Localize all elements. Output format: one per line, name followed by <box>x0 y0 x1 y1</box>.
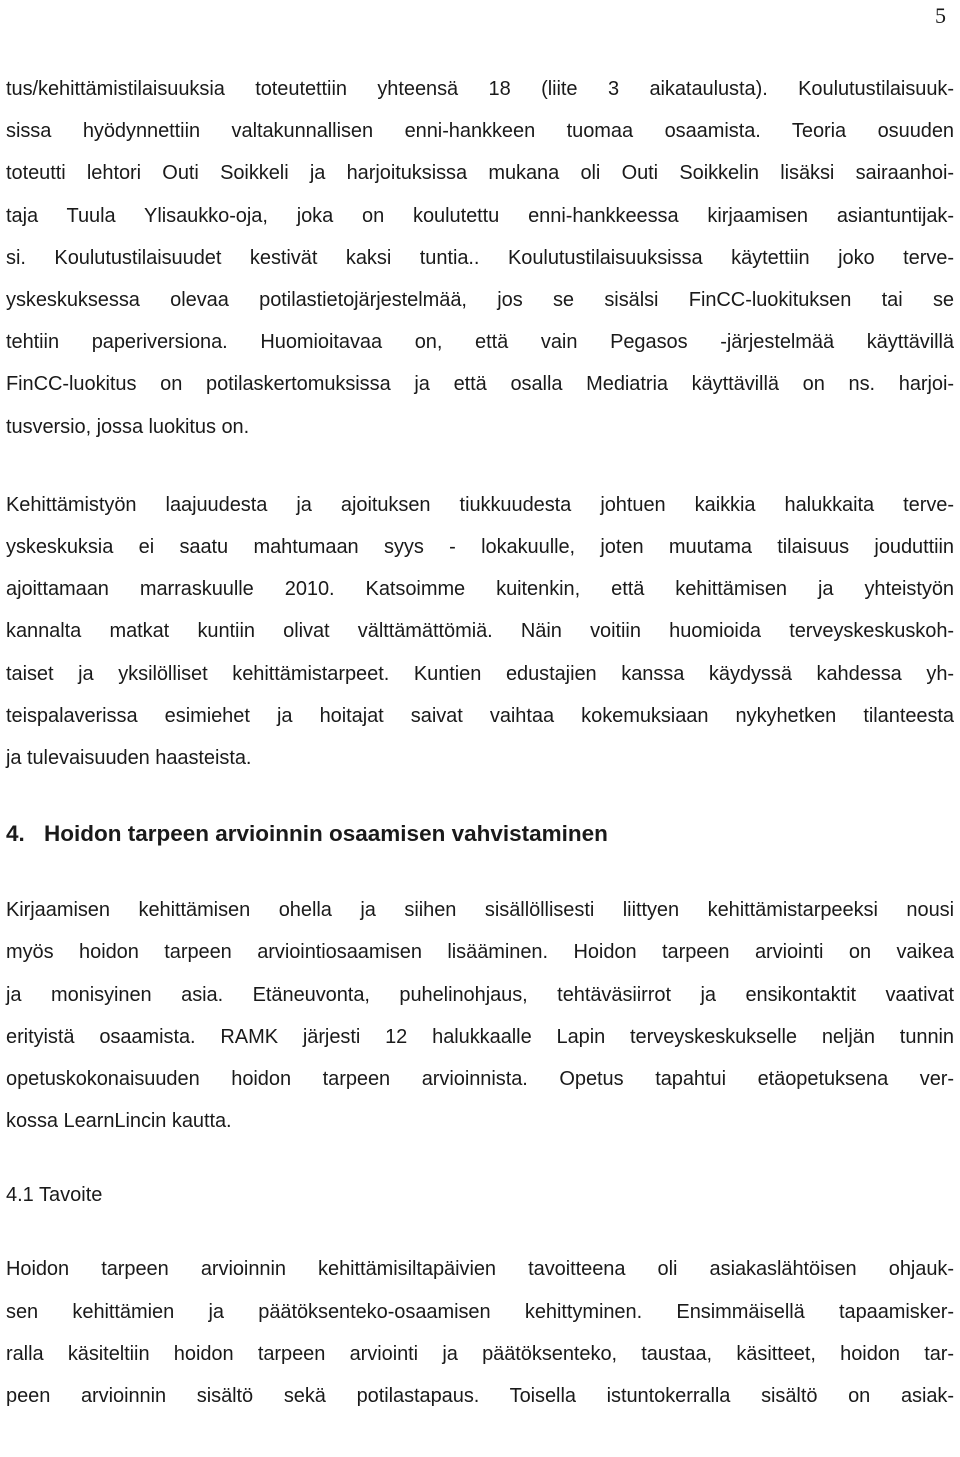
paragraph-line: taja Tuula Ylisaukko-oja, joka on koulutettu enni-hankkeessa kirjaamisen asiantuntijak- <box>6 204 954 227</box>
paragraph-line: Hoidon tarpeen arvioinnin kehittämisiltapäivien tavoitteena oli asiakaslähtöisen ohjauk- <box>6 1258 954 1281</box>
paragraph-line: sissa hyödynnettiin valtakunnallisen enni-hankkeen tuomaa osaamista. Teoria osuuden <box>6 120 954 143</box>
paragraph-line: ja monisyinen asia. Etäneuvonta, puhelinohjaus, tehtäväsiirrot ja ensikontaktit vaativat <box>6 983 954 1006</box>
section-title: Hoidon tarpeen arvioinnin osaamisen vahvistaminen <box>44 821 608 847</box>
paragraph-line: teispalaverissa esimiehet ja hoitajat saivat vaihtaa kokemuksiaan nykyhetken tilanteesta <box>6 704 954 727</box>
paragraph-line: tus/kehittämistilaisuuksia toteutettiin yhteensä 18 (liite 3 aikataulusta). Koulutustilaisuuk- <box>6 78 954 100</box>
section-number: 4. <box>6 821 25 847</box>
paragraph-line: sen kehittämien ja päätöksenteko-osaamisen kehittyminen. Ensimmäisellä tapaamisker- <box>6 1300 954 1323</box>
document-body <box>6 68 954 1417</box>
paragraph-line: peen arvioinnin sisältö sekä potilastapaus. Toisella istuntokerralla sisältö on asiak- <box>6 1385 954 1408</box>
paragraph-line: yskeskuksessa olevaa potilastietojärjestelmää, jos se sisälsi FinCC-luokituksen tai se <box>6 289 954 312</box>
paragraph-line: erityistä osaamista. RAMK järjesti 12 halukkaalle Lapin terveyskeskukselle neljän tunnin <box>6 1025 954 1048</box>
subsection-heading: 4.1 Tavoite <box>6 1184 103 1207</box>
paragraph-line: kossa LearnLincin kautta. <box>6 1110 232 1133</box>
paragraph-line: FinCC-luokitus on potilaskertomuksissa ja että osalla Mediatria käyttävillä on ns. harjoi- <box>6 373 954 396</box>
paragraph-line: Kehittämistyön laajuudesta ja ajoituksen tiukkuudesta johtuen kaikkia halukkaita terve- <box>6 493 954 516</box>
paragraph-care-needs-assessment <box>6 889 954 1142</box>
paragraph-line: yskeskuksia ei saatu mahtumaan syys - lokakuulle, joten muutama tilaisuus jouduttiin <box>6 536 954 559</box>
paragraph-training-sessions <box>6 68 954 448</box>
paragraph-line: ja tulevaisuuden haasteista. <box>6 747 252 770</box>
paragraph-line: taiset ja yksilölliset kehittämistarpeet. Kuntien edustajien kanssa käydyssä kahdessa yh- <box>6 662 954 685</box>
paragraph-line: toteutti lehtori Outi Soikkeli ja harjoituksissa mukana oli Outi Soikkelin lisäksi sairaanhoi- <box>6 162 954 185</box>
paragraph-line: kannalta matkat kuntiin olivat välttämättömiä. Näin voitiin huomioida terveyskeskuskoh- <box>6 620 954 643</box>
paragraph-line: myös hoidon tarpeen arviointiosaamisen lisääminen. Hoidon tarpeen arviointi on vaikea <box>6 941 954 964</box>
paragraph-line: Kirjaamisen kehittämisen ohella ja siihen sisällöllisesti liittyen kehittämistarpeeksi nousi <box>6 899 954 922</box>
paragraph-line: opetuskokonaisuuden hoidon tarpeen arvioinnista. Opetus tapahtui etäopetuksena ver- <box>6 1068 954 1091</box>
section-heading <box>6 819 954 849</box>
paragraph-line: tusversio, jossa luokitus on. <box>6 415 250 438</box>
page-number: 5 <box>935 3 946 28</box>
paragraph-line: si. Koulutustilaisuudet kestivät kaksi tuntia.. Koulutustilaisuuksissa käytettiin joko terve- <box>6 246 954 269</box>
paragraph-goal <box>6 1248 954 1417</box>
paragraph-development-scope <box>6 484 954 779</box>
paragraph-line: ajoittamaan marraskuulle 2010. Katsoimme kuitenkin, että kehittämisen ja yhteistyön <box>6 578 954 601</box>
paragraph-line: ralla käsiteltiin hoidon tarpeen arviointi ja päätöksenteko, taustaa, käsitteet, hoidon tar- <box>6 1342 954 1365</box>
paragraph-line: tehtiin paperiversiona. Huomioitavaa on, että vain Pegasos -järjestelmää käyttävillä <box>6 331 954 354</box>
